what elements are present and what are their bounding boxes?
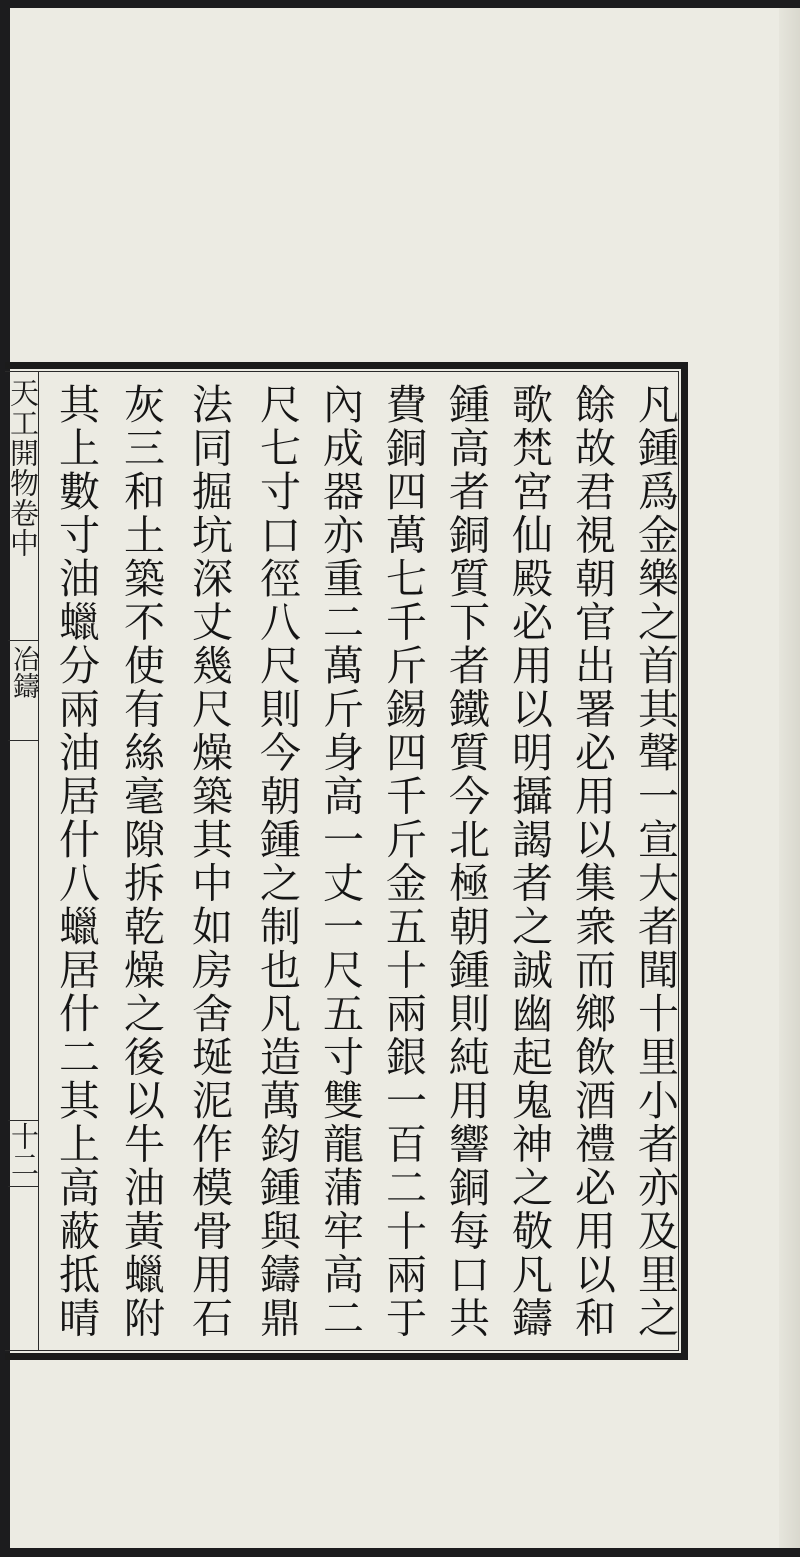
- page-number: 十二: [7, 1122, 40, 1178]
- margin-divider: [8, 1120, 38, 1121]
- text-column-4: 鍾高者銅質下者鐵質今北極朝鍾則純用響銅每口共: [442, 383, 490, 1340]
- text-column-10: 其上數寸油蠟分兩油居什八蠟居什二其上高蔽抵晴: [52, 383, 100, 1340]
- margin-divider: [8, 1186, 38, 1187]
- text-column-2: 餘故君視朝官出署必用以集衆而鄉飲酒禮必用以和: [568, 383, 616, 1340]
- chapter-title: 冶鑄: [8, 645, 39, 699]
- margin-divider: [8, 640, 38, 641]
- book-title: 天工開物卷中: [6, 378, 40, 558]
- text-column-1: 凡鍾爲金樂之首其聲一宣大者聞十里小者亦及里之: [631, 383, 679, 1340]
- text-column-7: 尺七寸口徑八尺則今朝鍾之制也凡造萬鈞鍾與鑄鼎: [253, 383, 301, 1340]
- text-column-9: 灰三和土築不使有絲毫隙拆乾燥之後以牛油黃蠟附: [117, 383, 165, 1340]
- text-column-8: 法同掘坑深丈幾尺燥築其中如房舍埏泥作模骨用石: [185, 383, 233, 1340]
- text-column-6: 內成器亦重二萬斤身高一丈一尺五寸雙龍蒲牢高二: [316, 383, 364, 1340]
- margin-divider: [8, 740, 38, 741]
- text-column-3: 歌梵宮仙殿必用以明攝謁者之誠幽起鬼神之敬凡鑄: [505, 383, 553, 1340]
- page-edge: [779, 8, 800, 1548]
- text-column-5: 費銅四萬七千斤錫四千斤金五十兩銀一百二十兩于: [379, 383, 427, 1340]
